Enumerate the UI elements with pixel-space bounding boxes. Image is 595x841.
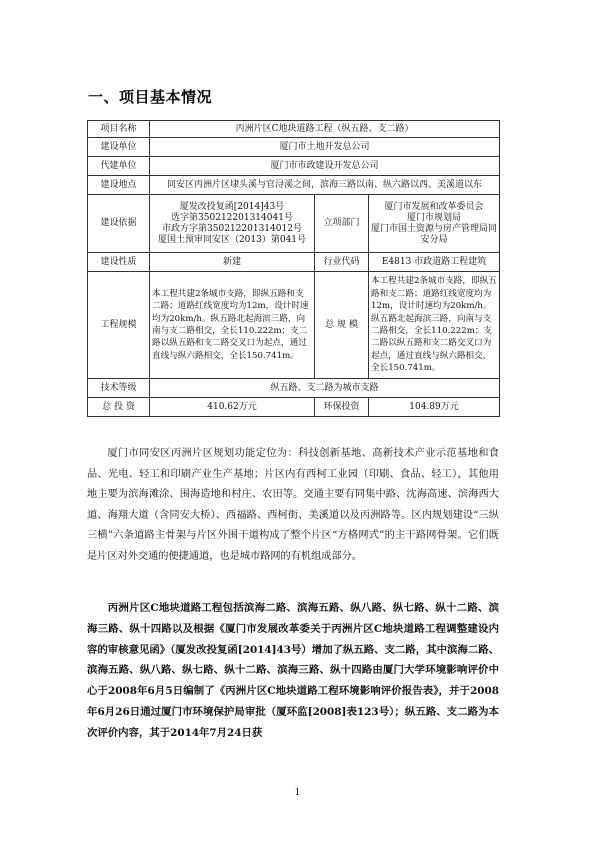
row-label: 工程规模 bbox=[88, 272, 150, 379]
table-row bbox=[88, 176, 500, 195]
table-row bbox=[88, 272, 500, 379]
row-label: 技术等级 bbox=[88, 379, 150, 398]
row-label: 总 规 模 bbox=[315, 272, 369, 379]
dept-item: 厦门市发展和改革委员会 bbox=[384, 201, 484, 212]
row-label: 立项部门 bbox=[315, 195, 369, 253]
basis-item: 厦发改投复函[2014]43号 bbox=[179, 201, 285, 212]
table-row bbox=[88, 138, 500, 157]
table-row bbox=[88, 195, 500, 253]
dept-item: 厦门市规划局 bbox=[407, 212, 462, 223]
tech-grade-value: 纵五路、支二路为城市支路 bbox=[150, 379, 500, 398]
table-row bbox=[88, 157, 500, 176]
scale-value: 本工程共建2条城市支路，即纵五路和支二路；道路红线宽度均为12m，设计时速均为20km/h。纵五路北起海滨三路，向南与支二路相交，全长110.222m；支二路以纵五路和支二路交叉口为起点，通过直线与纵六路相交，全长150.741m。 bbox=[150, 272, 315, 379]
row-label: 项目名称 bbox=[88, 121, 150, 138]
table-row bbox=[88, 121, 500, 138]
basis-item: 厦国土预审同安区（2013）第041号 bbox=[157, 234, 307, 245]
body-paragraph-1: 厦门市同安区丙洲片区规划功能定位为：科技创新基地、高新技术产业示范基地和食品、光电、轻工和印刷产业生产基地；片区内有西柯工业园（印刷、食品、轻工），其他用地主要为滨海滩涂、围海造地和村庄、农田等。交通主要有同集中路、沈海高速、滨海西大道、海翔大道（含同安大桥）、西福路、西柯街、美溪道以及丙洲路等。区内规划建设“三纵三横”六条道路主骨架与片区外围干道构成了整个片区“方格网式”的主干路网骨架。它们既是片区对外交通的便捷通道，也是城市路网的有机组成部分。 bbox=[87, 448, 499, 562]
row-label: 建设性质 bbox=[88, 253, 150, 272]
dept-list bbox=[369, 195, 500, 253]
page-number: 1 bbox=[294, 788, 301, 798]
table-row bbox=[88, 379, 500, 398]
row-label: 建设地点 bbox=[88, 176, 150, 195]
agent-builder-value: 厦门市市政建设开发总公司 bbox=[150, 157, 500, 176]
section-heading: 一、项目基本情况 bbox=[88, 88, 213, 106]
row-label: 行业代码 bbox=[315, 253, 369, 272]
row-label: 总 投 资 bbox=[88, 398, 150, 417]
industry-code-value: E4813 市政道路工程建筑 bbox=[369, 253, 500, 272]
row-label: 环保投资 bbox=[315, 398, 369, 417]
location-value: 同安区丙洲片区埭头溪与官浔溪之间，滨海三路以南、纵六路以西、美溪道以东 bbox=[150, 176, 500, 195]
row-label: 建设单位 bbox=[88, 138, 150, 157]
env-investment-value: 104.89万元 bbox=[369, 398, 500, 417]
table-row bbox=[88, 398, 500, 417]
nature-value: 新建 bbox=[150, 253, 315, 272]
row-label: 建设依据 bbox=[88, 195, 150, 253]
project-name-value: 丙洲片区C地块道路工程（纵五路、支二路） bbox=[150, 121, 500, 138]
table-row bbox=[88, 253, 500, 272]
builder-value: 厦门市土地开发总公司 bbox=[150, 138, 500, 157]
body-paragraph-2: 丙洲片区C地块道路工程包括滨海二路、滨海五路、纵八路、纵七路、纵十二路、滨海三路、纵十四路以及根据《厦门市发展改革委关于丙洲片区C地块道路工程调整建设内容的审核意见函》（厦发改投复函[2014]43号）增加了纵五路、支二路，其中滨海二路、滨海五路、纵八路、纵七路、纵十二路、滨海三路、纵十四路由厦门大学环境影响评价中心于2008年6月5日编制了《丙洲片区C地块道路工程环境影响评价报告表》，并于2008年6月26日通过厦门市环境保护局审批（厦环监[2008]表123号）；纵五路、支二路为本次评价内容，其于2014年7月24日获 bbox=[87, 602, 499, 739]
total-scale-value: 本工程共建2条城市支路，即纵五路和支二路；道路红线宽度均为12m，设计时速均为20km/h。纵五路北起海滨三路，向南与支二路相交，全长110.222m；支二路以纵五路和支二路交叉口为起点，通过直线与纵六路相交，全长150.741m。 bbox=[369, 272, 500, 379]
basis-list bbox=[150, 195, 315, 253]
dept-item: 安分局 bbox=[420, 234, 448, 245]
project-info-table bbox=[87, 120, 500, 417]
total-investment-value: 410.62万元 bbox=[150, 398, 315, 417]
dept-item: 厦门市国土资源与房产管理局同 bbox=[371, 223, 498, 234]
basis-item: 选字第350212201314041号 bbox=[171, 212, 293, 223]
basis-item: 市政方字第350212201314012号 bbox=[162, 223, 302, 234]
row-label: 代建单位 bbox=[88, 157, 150, 176]
